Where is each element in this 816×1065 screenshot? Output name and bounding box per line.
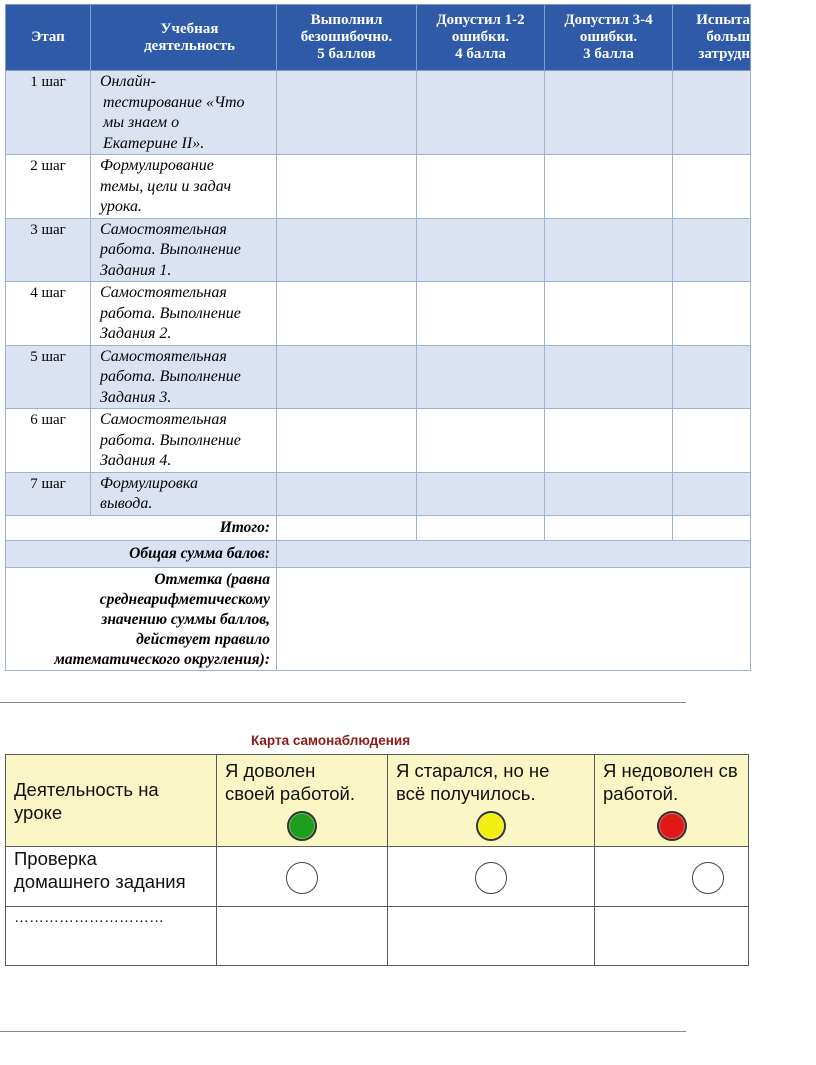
score-cell[interactable] (545, 71, 673, 155)
score-cell[interactable] (277, 155, 417, 219)
table-row (6, 155, 751, 219)
step-cell: 7 шаг (6, 472, 91, 515)
activity-cell: Формулировка вывода. (91, 472, 277, 515)
score-cell[interactable] (545, 282, 673, 346)
score-cell[interactable] (277, 345, 417, 409)
step-cell: 4 шаг (6, 282, 91, 346)
score-cell[interactable] (545, 409, 673, 473)
score-cell[interactable] (277, 71, 417, 155)
yellow-circle-icon (476, 811, 506, 841)
table-row (6, 345, 751, 409)
table-row (6, 282, 751, 346)
score-cell[interactable] (417, 71, 545, 155)
row-label: ………………………… (6, 907, 217, 966)
self-observation-title: Карта самонаблюдения (251, 733, 411, 748)
header-3-points: Допустил 3-4 ошибки. 3 балла (545, 5, 673, 71)
sum-label: Общая сумма балов: (6, 540, 277, 567)
self-observation-table (5, 754, 749, 966)
red-circle-icon (657, 811, 687, 841)
divider (0, 1031, 686, 1032)
empty-circle-icon[interactable] (475, 862, 507, 894)
unsatisfied-header: Я недоволен св работой. (595, 755, 749, 847)
satisfied-header: Я доволен своей работой. (217, 755, 388, 847)
tried-header: Я старался, но не всё получилось. (388, 755, 595, 847)
score-cell[interactable] (277, 472, 417, 515)
choice-cell[interactable] (595, 847, 749, 907)
activity-cell: Онлайн- тестирование «Что мы знаем о Екатерине II». (91, 71, 277, 155)
score-cell[interactable] (417, 409, 545, 473)
green-circle-icon (287, 811, 317, 841)
choice-cell[interactable] (388, 847, 595, 907)
step-cell: 6 шаг (6, 409, 91, 473)
choice-cell[interactable] (217, 907, 388, 966)
total-cell[interactable] (277, 515, 417, 540)
header-activity: Учебная деятельность (91, 5, 277, 71)
table-row (6, 218, 751, 282)
score-cell[interactable] (277, 218, 417, 282)
empty-circle-icon[interactable] (286, 862, 318, 894)
evaluation-table (5, 4, 751, 671)
score-cell[interactable] (545, 472, 673, 515)
score-cell[interactable] (277, 282, 417, 346)
table-row (6, 847, 749, 907)
score-cell[interactable] (417, 155, 545, 219)
score-cell[interactable] (673, 282, 751, 346)
header-row (6, 755, 749, 847)
score-cell[interactable] (545, 155, 673, 219)
total-cell[interactable] (417, 515, 545, 540)
step-cell: 1 шаг (6, 71, 91, 155)
step-cell: 3 шаг (6, 218, 91, 282)
score-cell[interactable] (673, 71, 751, 155)
table-row (6, 907, 749, 966)
activity-cell: Самостоятельная работа. Выполнение Задания 3. (91, 345, 277, 409)
step-cell: 5 шаг (6, 345, 91, 409)
activity-cell: Самостоятельная работа. Выполнение Задания 2. (91, 282, 277, 346)
score-cell[interactable] (673, 345, 751, 409)
choice-cell[interactable] (217, 847, 388, 907)
score-cell[interactable] (417, 282, 545, 346)
activity-header: Деятельность на уроке (6, 755, 217, 847)
sum-cell[interactable] (277, 540, 751, 567)
empty-circle-icon[interactable] (692, 862, 724, 894)
mark-row (6, 567, 751, 670)
total-label: Итого: (6, 515, 277, 540)
total-cell[interactable] (545, 515, 673, 540)
score-cell[interactable] (417, 345, 545, 409)
header-4-points: Допустил 1-2 ошибки. 4 балла (417, 5, 545, 71)
header-5-points: Выполнил безошибочно. 5 баллов (277, 5, 417, 71)
mark-label: Отметка (равна среднеарифметическому значению суммы баллов, действует правило математического округления): (6, 567, 277, 670)
header-difficulty: Испыта больш затрудн (673, 5, 751, 71)
header-stage: Этап (6, 5, 91, 71)
choice-cell[interactable] (595, 907, 749, 966)
score-cell[interactable] (417, 218, 545, 282)
sum-row (6, 540, 751, 567)
total-row (6, 515, 751, 540)
score-cell[interactable] (545, 345, 673, 409)
score-cell[interactable] (673, 472, 751, 515)
divider (0, 702, 686, 703)
mark-cell[interactable] (277, 567, 751, 670)
activity-cell: Формулирование темы, цели и задач урока. (91, 155, 277, 219)
choice-cell[interactable] (388, 907, 595, 966)
score-cell[interactable] (673, 409, 751, 473)
activity-cell: Самостоятельная работа. Выполнение Задания 4. (91, 409, 277, 473)
score-cell[interactable] (673, 155, 751, 219)
total-cell[interactable] (673, 515, 751, 540)
table-row (6, 409, 751, 473)
table-row (6, 472, 751, 515)
score-cell[interactable] (545, 218, 673, 282)
activity-cell: Самостоятельная работа. Выполнение Задания 1. (91, 218, 277, 282)
table-row (6, 71, 751, 155)
step-cell: 2 шаг (6, 155, 91, 219)
score-cell[interactable] (277, 409, 417, 473)
score-cell[interactable] (417, 472, 545, 515)
score-cell[interactable] (673, 218, 751, 282)
row-label: Проверка домашнего задания (6, 847, 217, 907)
